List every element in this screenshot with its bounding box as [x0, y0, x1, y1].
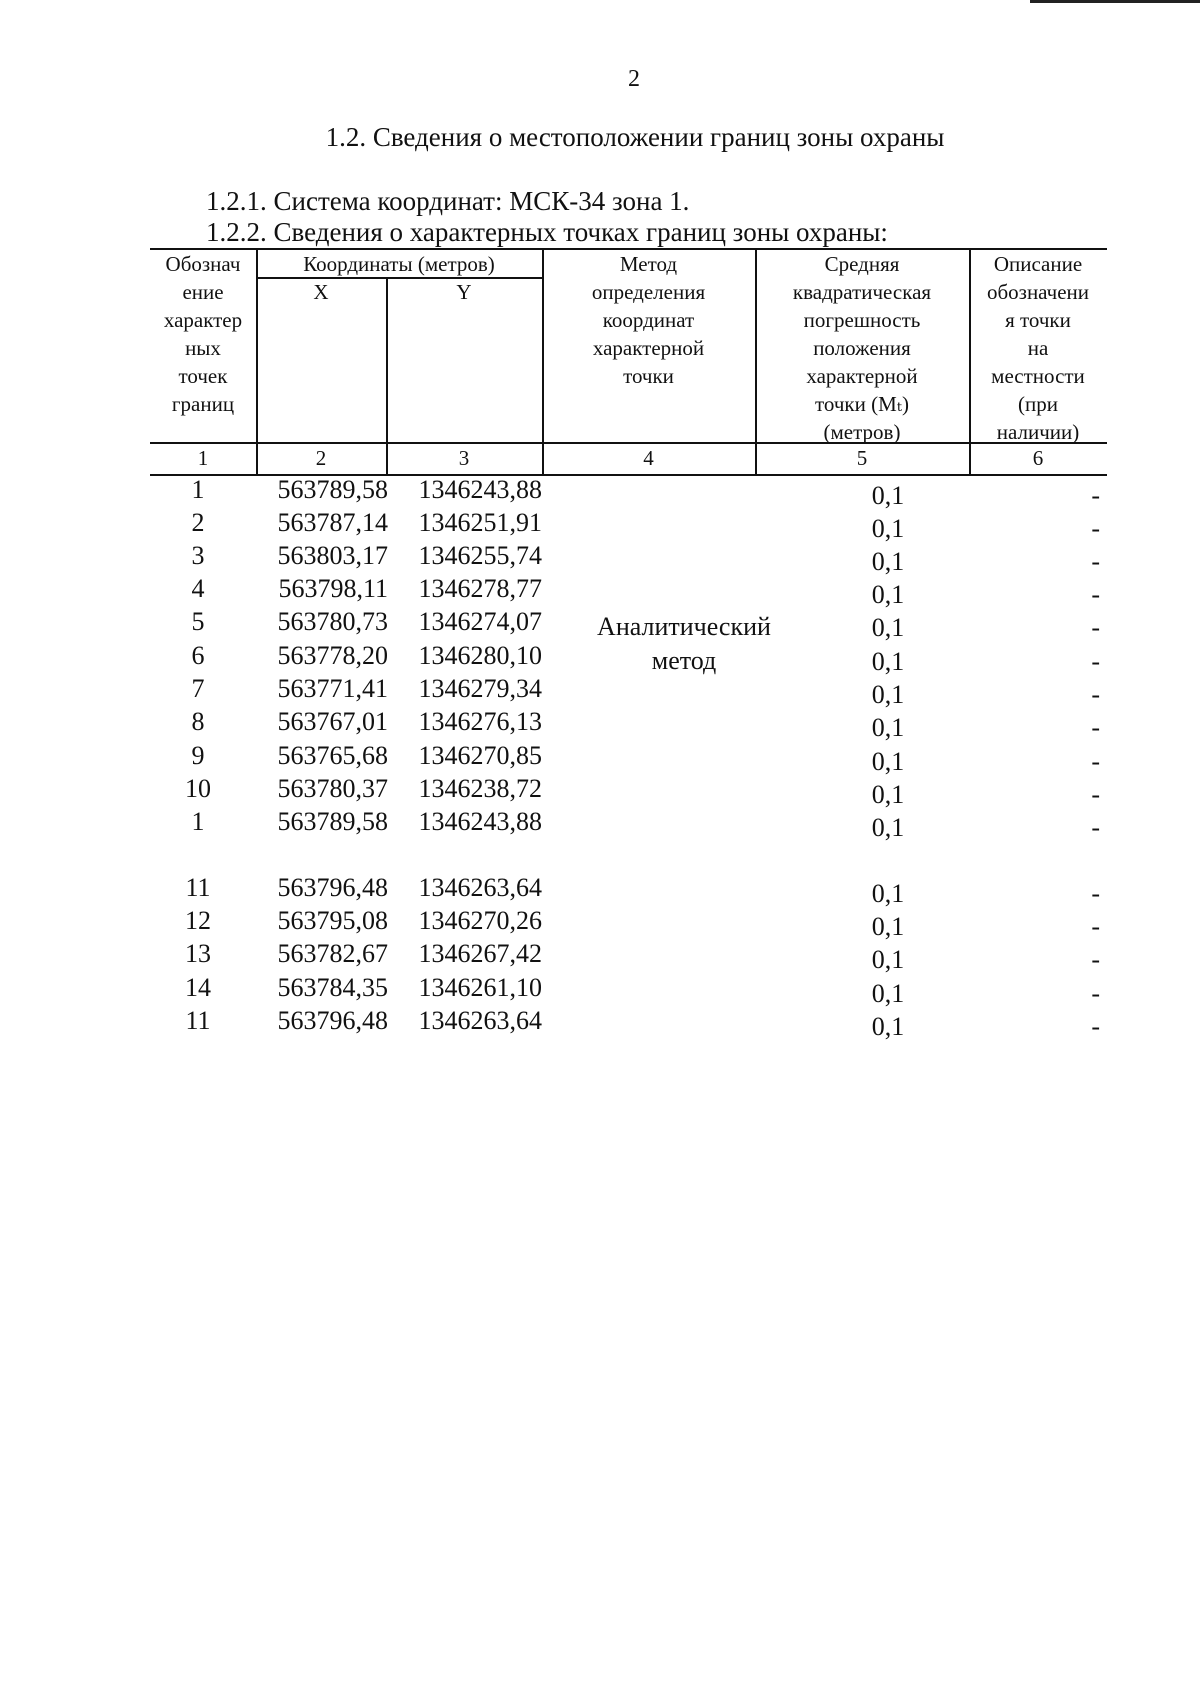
- header-y: Y: [456, 280, 472, 304]
- y-coordinate: 1346261,10: [418, 973, 542, 1002]
- error-value: 0,1: [871, 979, 905, 1008]
- header-method: Метод определения координат характерной точки: [591, 252, 706, 388]
- x-coordinate: 563780,73: [277, 607, 388, 636]
- header-x: X: [313, 280, 329, 304]
- description-value: -: [1091, 1012, 1100, 1041]
- x-coordinate: 563796,48: [277, 1006, 388, 1035]
- point-number: 7: [191, 674, 205, 703]
- point-number: 1: [191, 807, 205, 836]
- section-title: 1.2. Сведения о местоположении границ зоны охраны: [325, 122, 945, 152]
- error-value: 0,1: [871, 879, 905, 908]
- point-number: 8: [191, 707, 205, 736]
- x-coordinate: 563784,35: [277, 973, 388, 1002]
- point-number: 13: [185, 939, 211, 968]
- y-coordinate: 1346279,34: [418, 674, 542, 703]
- description-value: -: [1091, 879, 1100, 908]
- point-number: 10: [185, 774, 211, 803]
- y-coordinate: 1346255,74: [418, 541, 542, 570]
- x-coordinate: 563787,14: [277, 508, 388, 537]
- x-coordinate: 563765,68: [277, 741, 388, 770]
- x-coordinate: 563780,37: [277, 774, 388, 803]
- description-value: -: [1091, 514, 1100, 543]
- point-number: 11: [185, 1006, 211, 1035]
- y-coordinate: 1346270,85: [418, 741, 542, 770]
- coordinate-system-line: 1.2.1. Система координат: МСК-34 зона 1.: [206, 186, 690, 216]
- column-number-3: 3: [458, 446, 470, 470]
- point-number: 1: [191, 475, 205, 504]
- y-coordinate: 1346263,64: [418, 873, 542, 902]
- header-description: Описание обозначени я точки на местности (при наличии): [986, 252, 1090, 444]
- description-value: -: [1091, 547, 1100, 576]
- error-value: 0,1: [871, 613, 905, 642]
- y-coordinate: 1346238,72: [418, 774, 542, 803]
- description-value: -: [1091, 647, 1100, 676]
- column-number-5: 5: [856, 446, 868, 470]
- error-value: 0,1: [871, 547, 905, 576]
- x-coordinate: 563782,67: [277, 939, 388, 968]
- description-value: -: [1091, 580, 1100, 609]
- error-value: 0,1: [871, 912, 905, 941]
- description-value: -: [1091, 713, 1100, 742]
- error-value: 0,1: [871, 647, 905, 676]
- error-value: 0,1: [871, 780, 905, 809]
- y-coordinate: 1346243,88: [418, 807, 542, 836]
- x-coordinate: 563771,41: [277, 674, 388, 703]
- y-coordinate: 1346280,10: [418, 641, 542, 670]
- y-coordinate: 1346251,91: [418, 508, 542, 537]
- point-number: 6: [191, 641, 205, 670]
- x-coordinate: 563789,58: [277, 807, 388, 836]
- description-value: -: [1091, 979, 1100, 1008]
- point-number: 2: [191, 508, 205, 537]
- x-coordinate: 563778,20: [277, 641, 388, 670]
- header-designation: Обознач ение характер ных точек границ: [163, 252, 243, 416]
- description-value: -: [1091, 912, 1100, 941]
- point-number: 9: [191, 741, 205, 770]
- y-coordinate: 1346263,64: [418, 1006, 542, 1035]
- description-value: -: [1091, 945, 1100, 974]
- y-coordinate: 1346276,13: [418, 707, 542, 736]
- description-value: -: [1091, 780, 1100, 809]
- y-coordinate: 1346270,26: [418, 906, 542, 935]
- x-coordinate: 563796,48: [277, 873, 388, 902]
- column-number-6: 6: [1032, 446, 1044, 470]
- description-value: -: [1091, 813, 1100, 842]
- description-value: -: [1091, 680, 1100, 709]
- y-coordinate: 1346243,88: [418, 475, 542, 504]
- point-number: 5: [191, 607, 205, 636]
- x-coordinate: 563803,17: [277, 541, 388, 570]
- description-value: -: [1091, 747, 1100, 776]
- point-number: 11: [185, 873, 211, 902]
- x-coordinate: 563798,11: [278, 574, 388, 603]
- scan-edge-mark: [1030, 0, 1200, 3]
- error-value: 0,1: [871, 1012, 905, 1041]
- page-number: 2: [628, 66, 640, 92]
- y-coordinate: 1346267,42: [418, 939, 542, 968]
- y-coordinate: 1346274,07: [418, 607, 542, 636]
- error-value: 0,1: [871, 680, 905, 709]
- x-coordinate: 563767,01: [277, 707, 388, 736]
- point-number: 3: [191, 541, 205, 570]
- error-value: 0,1: [871, 580, 905, 609]
- column-number-1: 1: [197, 446, 209, 470]
- x-coordinate: 563795,08: [277, 906, 388, 935]
- error-value: 0,1: [871, 481, 905, 510]
- description-value: -: [1091, 613, 1100, 642]
- point-number: 4: [191, 574, 205, 603]
- header-coordinates: Координаты (метров): [303, 252, 495, 276]
- column-number-4: 4: [643, 446, 654, 470]
- error-value: 0,1: [871, 747, 905, 776]
- x-coordinate: 563789,58: [277, 475, 388, 504]
- column-number-2: 2: [315, 446, 327, 470]
- point-number: 14: [185, 973, 211, 1002]
- error-value: 0,1: [871, 813, 905, 842]
- point-number: 12: [185, 906, 211, 935]
- description-value: -: [1091, 481, 1100, 510]
- error-value: 0,1: [871, 514, 905, 543]
- y-coordinate: 1346278,77: [418, 574, 542, 603]
- error-value: 0,1: [871, 713, 905, 742]
- method-value: Аналитический метод: [597, 612, 771, 675]
- points-title-line: 1.2.2. Сведения о характерных точках границ зоны охраны:: [206, 217, 888, 247]
- header-error: Средняя квадратическая погрешность положения характерной точки (Mₜ) (метров): [792, 252, 932, 444]
- error-value: 0,1: [871, 945, 905, 974]
